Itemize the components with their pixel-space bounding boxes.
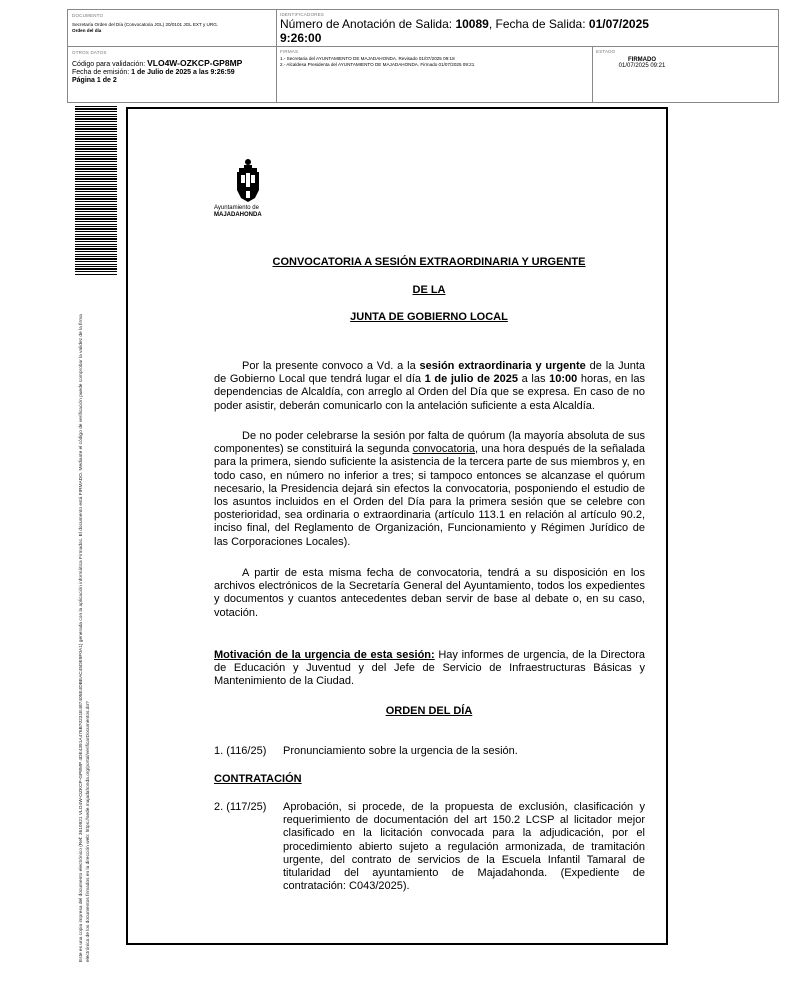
- firma-1: 1.- Secretaria del AYUNTAMIENTO DE MAJADAHONDA. Revisado 01/07/2025 09:18: [280, 56, 455, 61]
- item-text: Aprobación, si procede, de la propuesta de exclusión, clasificación y requerimiento de documentación del art 150.2 LCSP al licitador mejor clasificado en la licitación convocada para la adjudicación, por el procedimiento abierto sujeto a regulación armonizada, de tramitación urgente, del contrato de servicios de la Escuela Infantil Tamaral de titularidad del ayuntamiento de Majadahonda. (Expediente de contratación: C043/2025).: [283, 801, 645, 893]
- motivacion-text: Hay informes de urgencia, de la Directora de Educación y Juventud y del Jefe de Servicio de Infraestructuras Básicas y Mantenimiento de la Ciudad.: [214, 649, 645, 688]
- emision-line: [72, 69, 272, 77]
- codigo-validacion: VLO4W-OZKCP-GP8MP: [147, 58, 243, 68]
- emision-prefix: Fecha de emisión:: [72, 69, 132, 76]
- anotacion-line: [280, 17, 680, 31]
- verification-side-text: Este es una copia impresa del documento electrónico (Ref: 3610921 VLO4W-OZKCP-GP8MP 4DE4391A476B70231E487405E4DBEAC45DE9F0A1) generada con la aplicación informática Firmadoc. El documento está FIRMADO. Mediante el código de verificación puede comprobar la validez de la firma electrónica de los documentos firmados en la dirección web: https://sede.majadahonda.org/portal/verificarDocumentos.do?: [79, 314, 91, 962]
- estado-fecha: 01/07/2025 09:21: [618, 63, 666, 69]
- orden-del-dia-title: ORDEN DEL DÍA: [385, 705, 473, 717]
- anotacion-prefix: Número de Anotación de Salida:: [280, 17, 456, 31]
- ayuntamiento-logo: [214, 158, 284, 219]
- item-number: 2. (117/25): [214, 801, 267, 813]
- p1-e: a las: [518, 373, 550, 386]
- codigo-line: [72, 59, 272, 69]
- otros-datos-cell: [72, 50, 272, 85]
- motivacion-label: Motivación de la urgencia de esta sesión:: [214, 649, 435, 661]
- anotacion-num: 10089: [455, 17, 489, 31]
- pagina: Página 1 de 2: [72, 77, 117, 84]
- document-header: [67, 9, 779, 103]
- p2-a: De no poder celebrarse la sesión por falta de quórum (la mayoría absoluta de sus componentes) se constituirá la segunda: [214, 430, 645, 456]
- identificadores-label: IDENTIFICADORES: [280, 12, 325, 17]
- motivacion: [214, 649, 645, 689]
- documento-text-2: Orden del día: [72, 28, 102, 33]
- paragraph-2: [214, 430, 645, 549]
- item-text: Pronunciamiento sobre la urgencia de la sesión.: [283, 745, 518, 757]
- paragraph-3: [214, 567, 645, 620]
- estado-value: FIRMADO: [628, 57, 656, 63]
- item-number: 1. (116/25): [214, 745, 267, 757]
- logo-line-1: Ayuntamiento de: [214, 205, 259, 211]
- p1-f: 10:00: [549, 373, 578, 386]
- p1-c: de la Junta de Gobierno Local que tendrá lugar el día: [214, 360, 646, 386]
- logo-line-2: MAJADAHONDA: [214, 212, 262, 218]
- anotacion-mid: , Fecha de Salida:: [488, 17, 589, 31]
- p2-b: convocatoria: [412, 443, 475, 456]
- documento-text: Secretaría Orden del Día (Convocatoria JGL) 20/0101 JGL EXT y URG.: [72, 22, 219, 27]
- p2-c: , una hora después de la señalada para la primera, siendo suficiente la asistencia de la tercera parte de sus miembros y, en todo caso, en número no inferior a tres; si tampoco entonces se alcanzase el quórum necesario, la Presidencia dejará sin efectos la convocatoria, posponiendo el estudio de los asuntos incluidos en el Orden del Día para la primera sesión que se celebre con posterioridad, sea ordinaria o extraordinaria (artículo 113.1 en relación al artículo 90.2, inciso final, del Reglamento de Organización, Funcionamiento y Régimen Jurídico de las Corporaciones Locales).: [214, 443, 645, 548]
- p1-d: 1 de julio de 2025: [424, 373, 519, 386]
- paragraph-1: [214, 360, 645, 413]
- identificadores-cell: [280, 12, 680, 45]
- barcode: [75, 106, 117, 276]
- p1-g: horas, en las dependencias de Alcaldía, con arreglo al Orden del Día que se expresa. En caso de no poder asistir, deberán comunicarlo con la antelación suficiente a esta Alcaldía.: [214, 373, 645, 412]
- documento-label: DOCUMENTO: [72, 13, 104, 18]
- firmas-label: FIRMAS: [280, 49, 299, 54]
- title-line-3: JUNTA DE GOBIERNO LOCAL: [350, 311, 508, 323]
- codigo-prefix: Código para validación:: [72, 61, 148, 68]
- logo-text: [214, 205, 284, 219]
- p1-b: sesión extraordinaria y urgente: [419, 360, 586, 372]
- estado-cell: [596, 49, 776, 69]
- title-line-1: CONVOCATORIA A SESIÓN EXTRAORDINARIA Y URGENTE: [272, 256, 586, 268]
- estado-label: ESTADO: [596, 49, 616, 54]
- emision-fecha: 1 de Julio de 2025 a las 9:26:59: [131, 69, 235, 76]
- anotacion-hora: 9:26:00: [280, 31, 322, 45]
- p3: A partir de esta misma fecha de convocatoria, tendrá a su disposición en los archivos electrónicos de la Secretaría General del Ayuntamiento, todos los expedientes y documentos y cuantos antecedentes deban servir de base al debate o, en su caso, votación.: [214, 567, 645, 619]
- firma-2: 2.- Alcaldesa Presidenta del AYUNTAMIENTO DE MAJADAHONDA. Firmado 01/07/2025 09:21: [280, 62, 475, 67]
- title-line-2: DE LA: [412, 284, 446, 296]
- p1-a: Por la presente convoco a Vd. a la: [242, 360, 420, 372]
- otros-label: OTROS DATOS: [72, 50, 107, 55]
- documento-cell: [72, 13, 272, 34]
- anotacion-fecha: 01/07/2025: [588, 17, 649, 31]
- coat-of-arms-icon: [233, 158, 263, 202]
- section-contratacion: CONTRATACIÓN: [214, 773, 302, 785]
- firmas-cell: [280, 49, 588, 68]
